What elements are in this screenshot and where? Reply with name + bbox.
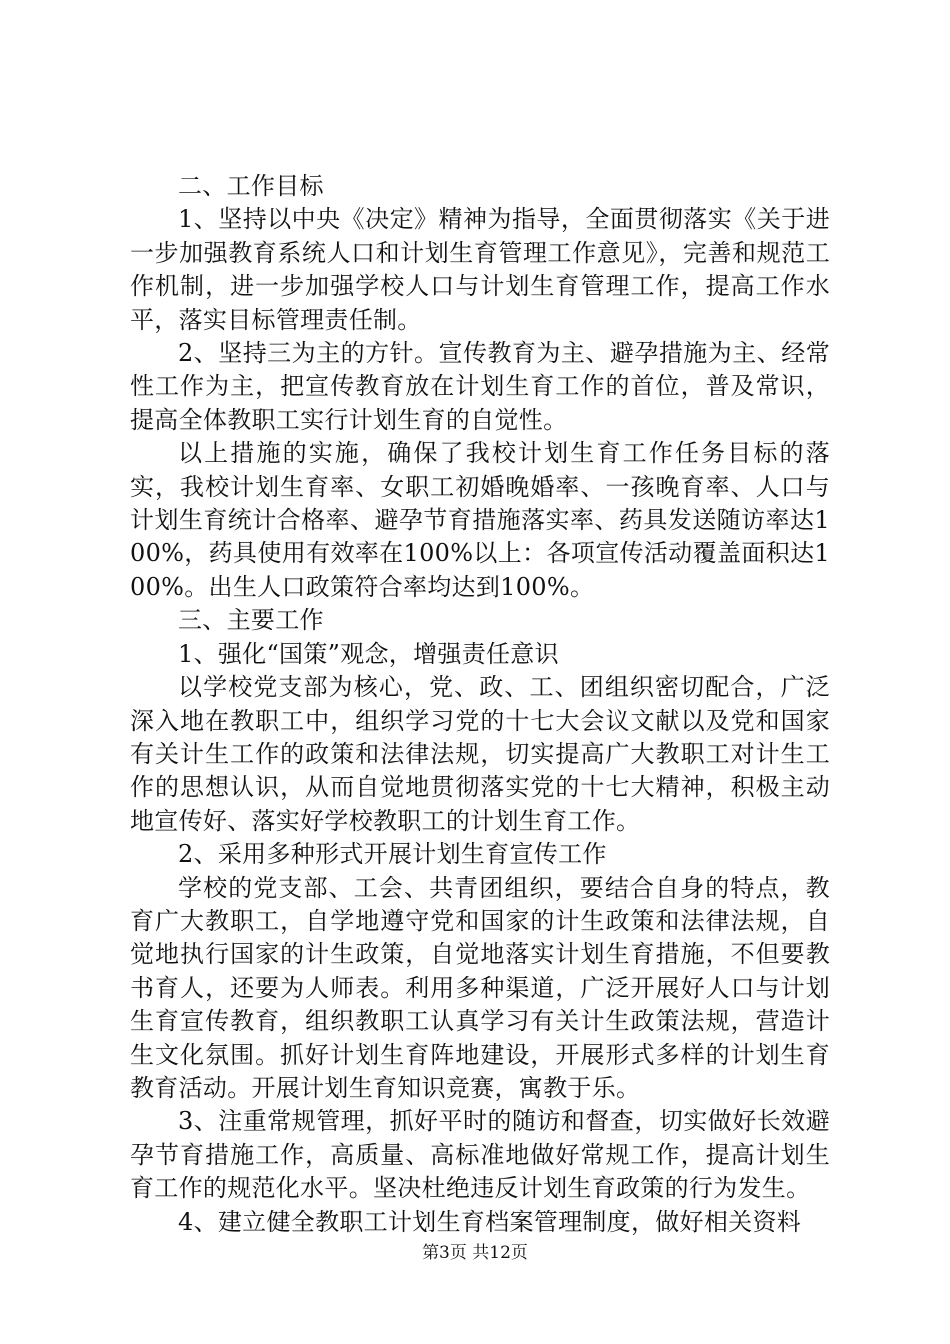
paragraph-work-1: 以学校党支部为核心，党、政、工、团组织密切配合，广泛深入地在教职工中，组织学习党的十七大会议文献以及党和国家有关计生工作的政策和法律法规，切实提高广大教职工对计生工作的思想认识，从而自觉地贯彻落实党的十七大精神，积极主动地宣传好、落实好学校教职工的计划生育工作。	[130, 673, 830, 835]
section-heading-work-goals: 二、工作目标	[178, 172, 324, 200]
page-number-footer: 第3页 共12页	[422, 1243, 528, 1263]
paragraph-work-3: 3、注重常规管理，抓好平时的随访和督查，切实做好长效避孕节育措施工作，高质量、高标准地做好常规工作，提高计划生育工作的规范化水平。坚决杜绝违反计划生育政策的行为发生。	[130, 1107, 830, 1203]
paragraph-goal-2: 2、坚持三为主的方针。宣传教育为主、避孕措施为主、经常性工作为主，把宣传教育放在计划生育工作的首位，普及常识，提高全体教职工实行计划生育的自觉性。	[130, 339, 830, 434]
paragraph-work-4: 4、建立健全教职工计划生育档案管理制度，做好相关资料	[178, 1207, 802, 1236]
subheading-work-1: 1、强化“国策”观念，增强责任意识	[178, 639, 559, 668]
paragraph-work-2: 学校的党支部、工会、共青团组织，要结合自身的特点，教育广大教职工，自学地遵守党和国家的计生政策和法律法规，自觉地执行国家的计生政策，自觉地落实计划生育措施，不但要教书育人，还要为人师表。利用多种渠道，广泛开展好人口与计划生育宣传教育，组织教职工认真学习有关计生政策法规，营造计生文化氛围。抓好计划生育阵地建设，开展形式多样的计划生育教育活动。开展计划生育知识竞赛，寓教于乐。	[130, 873, 830, 1102]
paragraph-goal-1: 1、坚持以中央《决定》精神为指导，全面贯彻落实《关于进一步加强教育系统人口和计划生育管理工作意见》，完善和规范工作机制，进一步加强学校人口与计划生育管理工作，提高工作水平，落实目标管理责任制。	[130, 205, 830, 334]
document-body	[130, 170, 830, 1239]
paragraph-measures-result: 以上措施的实施，确保了我校计划生育工作任务目标的落实，我校计划生育率、女职工初婚晚婚率、一孩晚育率、人口与计划生育统计合格率、避孕节育措施落实率、药具发送随访率达100%，药具使用有效率在100%以上：各项宣传活动覆盖面积达100%。出生人口政策符合率均达到100%。	[130, 439, 830, 601]
section-heading-main-work: 三、主要工作	[178, 606, 324, 635]
subheading-work-2: 2、采用多种形式开展计划生育宣传工作	[178, 840, 607, 869]
